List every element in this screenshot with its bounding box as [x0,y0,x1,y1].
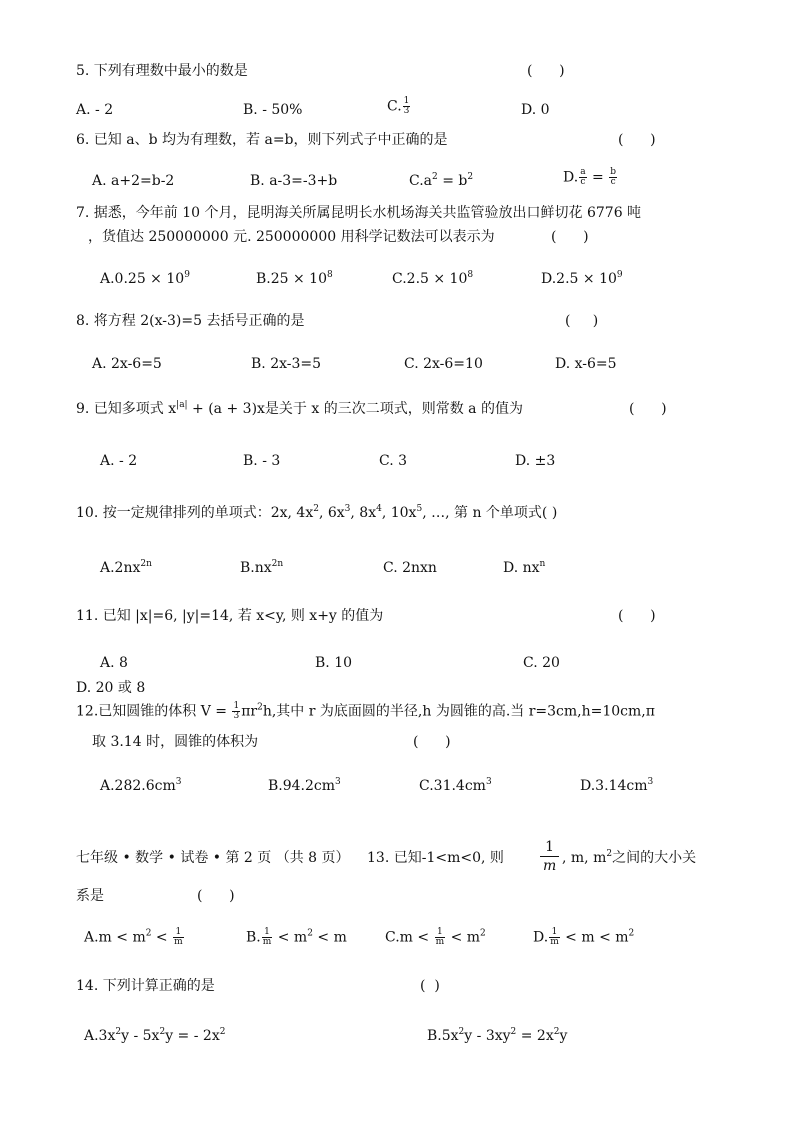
q6-option-b[interactable]: B. a-3=-3+b [250,173,338,189]
q9-option-b[interactable]: B. - 3 [243,453,281,469]
q13-option-d[interactable]: D. $\frac{1}{m}$ < $m < m^2$ [533,927,635,947]
q9-option-a[interactable]: A. - 2 [100,453,138,469]
q8-option-c[interactable]: C. 2x-6=10 [404,356,483,372]
q6-answer-paren[interactable]: ( ) [618,132,656,148]
q5-option-a[interactable]: A. - 2 [76,102,114,118]
q14-option-a[interactable]: $A.3x^2y - 5x^2y$ = - $2x^2$ [84,1027,226,1044]
q12-fraction: $\frac{1}{3}$ [233,701,240,721]
q13-option-b[interactable]: B. $\frac{1}{m}$ < $m^2 < m$ [246,927,347,947]
q7-stem-line2: ，货值达 250000000 元. 250000000 用科学记数法可以表示为 [88,229,495,245]
q12-option-a[interactable]: $A.282.6cm^3$ [100,777,182,794]
q10-stem: 10. 按一定规律排列的单项式：2x, $4x^2$, $6x^3$, $8x^4$, $10x^5$, …, 第 n 个单项式( ) [76,504,558,521]
q5-option-c[interactable] [387,97,411,116]
q11-stem: 11. 已知 |x|=6, |y|=14, 若 x<y, 则 x+y 的值为 [76,608,384,624]
q9-option-c[interactable]: C. 3 [379,453,408,469]
q8-option-b[interactable]: B. 2x-3=5 [251,356,322,372]
q7-option-d[interactable]: $D.2.5 \times 10^9$ [541,270,623,287]
q12-stem-line2: 取 3.14 时，圆锥的体积为 [92,734,259,750]
q9-stem: 9. 已知多项式 $x^{|a|} + (a + 3)x$是关于 x 的三次二项式，则常数 a 的值为 [76,400,523,417]
q11-option-c[interactable]: C. 20 [523,655,560,671]
q7-answer-paren[interactable]: ( ) [551,229,589,245]
q13-big-fraction: $\frac{1}{m}$ [540,838,559,875]
q10-option-d[interactable]: D. $nx^n$ [503,559,546,576]
q7-option-a[interactable]: $A.0.25 \times 10^9$ [100,270,190,287]
q13-stem: 13. 已知-1<m<0, 则 [367,850,504,866]
q11-option-d[interactable]: D. 20 或 8 [76,680,146,696]
q7-stem-line1: 7. 据悉，今年前 10 个月，昆明海关所属昆明长水机场海关共监管验放出口鲜切花 6776 吨 [76,205,642,221]
q14-stem: 14. 下列计算正确的是 [76,978,215,994]
q11-option-b[interactable]: B. 10 [315,655,353,671]
q8-answer-paren[interactable]: ( ) [565,313,599,329]
q6-stem: 6. 已知 a、b 均为有理数，若 a=b，则下列式子中正确的是 [76,132,448,148]
q13-stem-cont: , m, $m^2$之间的大小关 [562,849,697,866]
q12-answer-paren[interactable]: ( ) [413,734,451,750]
q5-option-c-fraction: $\frac{1}{3}$ [403,96,410,116]
q13-answer-paren[interactable]: ( ) [197,888,235,904]
q7-option-b[interactable]: $B.25 \times 10^8$ [256,270,333,287]
page-footer: 七年级 • 数学 • 试卷 • 第 2 页 （共 8 页） [76,850,350,866]
q5-stem: 5. 下列有理数中最小的数是 [76,63,248,79]
q12-option-d[interactable]: $D.3.14cm^3$ [580,777,654,794]
q8-stem: 8. 将方程 2(x-3)=5 去括号正确的是 [76,313,305,329]
q5-option-b[interactable]: B. - 50% [243,102,303,118]
q7-option-c[interactable]: $C.2.5 \times 10^8$ [392,270,474,287]
q10-option-a[interactable]: $A.2nx^{2n}$ [100,559,152,576]
q13-stem-line2: 系是 [76,888,104,904]
q10-option-c[interactable]: C. 2nxn [383,560,437,576]
q12-option-c[interactable]: $C.31.4cm^3$ [419,777,492,794]
q6-option-c[interactable]: $C.a^2 = b^2$ [409,172,474,189]
q13-option-a[interactable]: $A.m < m^2$ < $\frac{1}{m}$ [84,927,183,947]
q13-option-c[interactable]: C.m < $\frac{1}{m}$ < $m^2$ [385,927,486,947]
q5-answer-paren[interactable]: ( ) [527,63,565,79]
q8-option-a[interactable]: A. 2x-6=5 [92,356,162,372]
q5-option-d[interactable]: D. 0 [521,102,550,118]
q14-option-b[interactable]: $B.5x^2y - 3xy^2 = 2x^2y$ [427,1027,568,1044]
q9-option-d[interactable]: D. ±3 [515,453,556,469]
q12-stem-line1: 12.已知圆锥的体积 V = $\frac{1}{3}$ $\pi r^2h$,其中 r 为底面圆的半径,h 为圆锥的高.当 r=3cm,h=10cm,π [76,701,655,721]
q8-option-d[interactable]: D. x-6=5 [555,356,617,372]
q11-answer-paren[interactable]: ( ) [618,608,656,624]
q10-option-b[interactable]: $B.nx^{2n}$ [240,559,284,576]
q11-option-a[interactable]: A. 8 [100,655,128,671]
q12-option-b[interactable]: $B.94.2cm^3$ [268,777,341,794]
q14-answer-paren[interactable]: ( ) [420,978,440,994]
q6-option-d[interactable]: D. $\frac{a}{c}$ = $\frac{b}{c}$ [563,167,616,187]
q5-option-c-label: C. [387,98,402,115]
q9-answer-paren[interactable]: ( ) [629,401,667,417]
q6-option-a[interactable]: A. a+2=b-2 [92,173,175,189]
